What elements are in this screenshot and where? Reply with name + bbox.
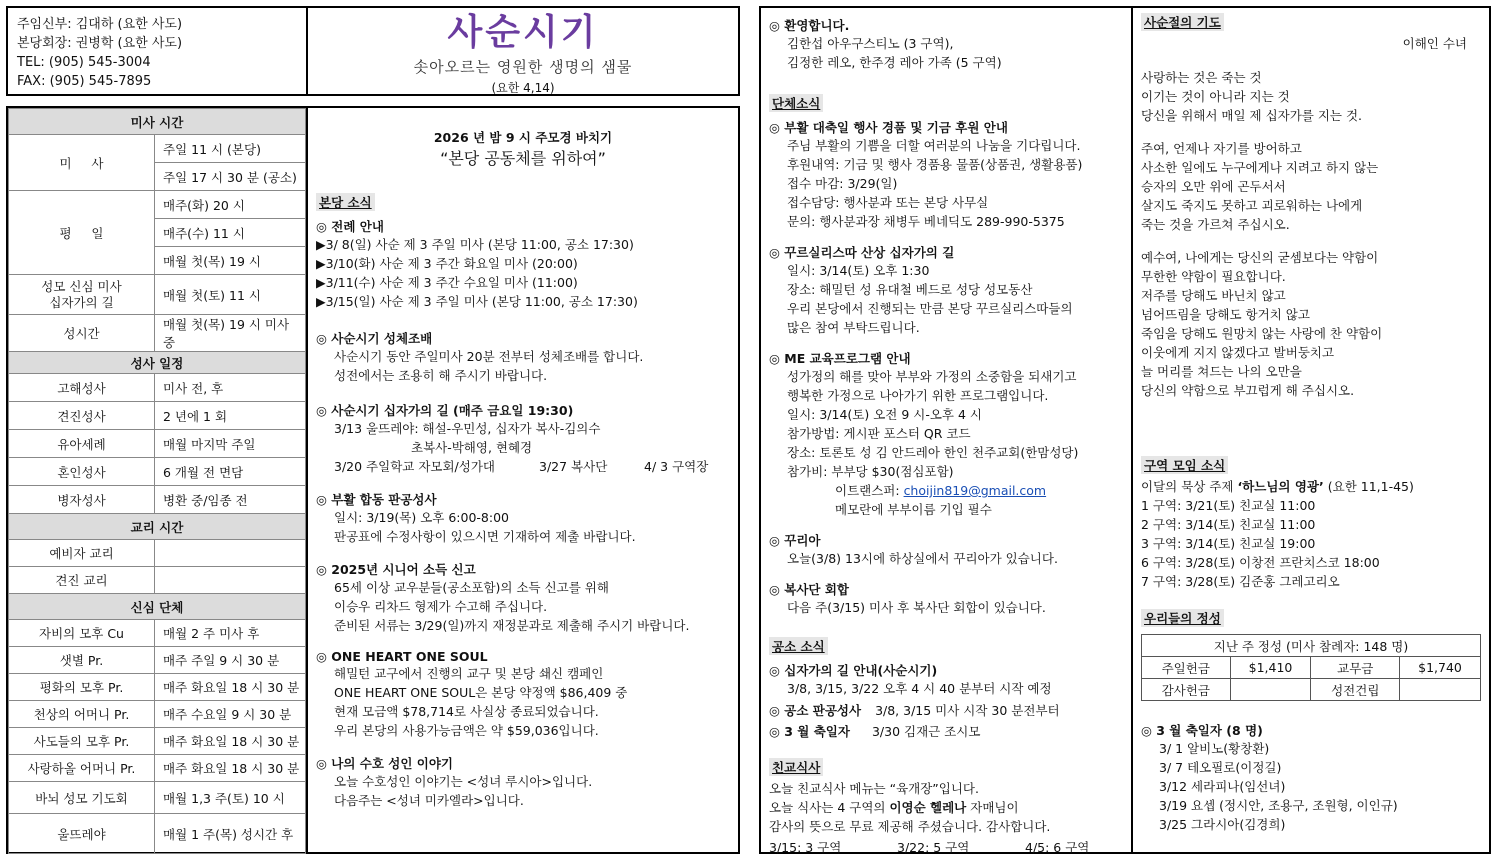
rosary-subtitle: “본당 공동체를 위하여” (440, 149, 606, 168)
sacrament-time: 병환 중/임종 전 (155, 486, 306, 514)
group-name: 샛별 Pr. (9, 647, 155, 674)
devotion-label: 성모 신심 미사 십자가의 길 (9, 275, 155, 315)
offering-cell: $1,410 (1230, 657, 1311, 679)
zone-item: 1 구역: 3/21(토) 친교실 11:00 (1141, 498, 1316, 513)
sacrament-name: 견진성사 (9, 402, 155, 430)
page-title: 사순시기 (447, 12, 599, 53)
meal-schedule: 3/15: 3 구역 (769, 840, 842, 855)
prayer-line: 살지도 죽지도 못하고 괴로워하는 나에게 (1141, 198, 1363, 213)
prayer-line: 당신을 위해서 매일 제 십자가를 지는 것. (1141, 108, 1363, 123)
prayer-line: 사소한 일에도 누구에게나 지려고 하지 않는 (1141, 160, 1379, 175)
devotion-time: 매월 첫(토) 11 시 (155, 275, 306, 315)
saint-heading: ◎ 나의 수호 성인 이야기 (316, 756, 453, 771)
group-name: 사도들의 모후 Pr. (9, 728, 155, 755)
campaign-text: ONE HEART ONE SOUL은 본당 약정액 $86,409 중 (334, 685, 628, 700)
section-groups: 단체소식 (769, 94, 823, 112)
sacrament-time: 미사 전, 후 (155, 374, 306, 402)
easter-text: 문의: 행사분과장 채병두 베네딕도 289-990-5375 (787, 214, 1065, 229)
meal-donor: 이영순 헬레나 (889, 800, 967, 815)
email-link[interactable]: choijin819@gmail.com (903, 483, 1047, 498)
offering-cell (1400, 679, 1481, 701)
group-time: 매주 화요일 18 시 30 분 (155, 755, 306, 782)
group-name: 사랑하올 어머니 Pr. (9, 755, 155, 782)
penance-heading: ◎ 부활 합동 판공성사 (316, 492, 437, 507)
prayer-stanza (1141, 139, 1481, 234)
zone-theme-verse: (요한 11,1-45) (1323, 479, 1414, 494)
header (6, 6, 740, 96)
altar-heading: ◎ 복사단 회합 (769, 582, 849, 597)
mission-penance-text: 3/8, 3/15 미사 시작 30 분전부터 (875, 703, 1060, 718)
mass-label: 미 사 (9, 135, 155, 191)
campaign-heading: ◎ ONE HEART ONE SOUL (316, 649, 488, 664)
group-name: 천상의 어머니 Pr. (9, 701, 155, 728)
sacrament-name: 병자성사 (9, 486, 155, 514)
priest: 주임신부: 김대하 (요한 사도) (17, 17, 183, 32)
parish-news-column (306, 108, 738, 852)
cursillo-text: 장소: 해밀턴 성 유대철 베드로 성당 성모동산 (787, 282, 1033, 297)
group-title: 신심 단체 (9, 594, 306, 620)
prayer-line: 사랑하는 것은 죽는 것 (1141, 70, 1262, 85)
offering-cell: $1,740 (1400, 657, 1481, 679)
offering-cell: 감사헌금 (1142, 679, 1231, 701)
section-parish-news: 본당 소식 (316, 193, 375, 211)
penance-text: 판공표에 수정사항이 있으시면 기재하여 제출 바랍니다. (334, 529, 636, 544)
tax-heading: ◎ 2025년 시니어 소득 신고 (316, 562, 476, 577)
prayer-stanza (1141, 248, 1481, 400)
weekday-label: 평 일 (9, 191, 155, 275)
me-text: 참가방법: 게시판 포스터 QR 코드 (787, 426, 971, 441)
meal-text: 자매님이 (966, 800, 1019, 815)
easter-text: 주님 부활의 기쁨을 더할 여러분의 나눔을 기다립니다. (787, 138, 1081, 153)
tax-text: 이승우 리차드 형제가 수고해 주십니다. (334, 599, 548, 614)
schedule-table (8, 108, 306, 854)
weekday-time: 매월 첫(목) 19 시 (155, 247, 306, 275)
doctrine-title: 교리 시간 (9, 514, 306, 540)
liturgy-item: ▶3/11(수) 사순 제 3 주간 수요일 미사 (11:00) (316, 275, 578, 290)
liturgy-item: ▶3/15(일) 사순 제 3 주일 미사 (본당 11:00, 공소 17:30) (316, 294, 638, 309)
zone-item: 7 구역: 3/28(토) 김준홍 그레고리오 (1141, 574, 1340, 589)
sacrament-name: 유아세례 (9, 430, 155, 458)
meal-schedule: 3/22: 5 구역 (897, 840, 970, 855)
meal-menu: 오늘 친교식사 메뉴는 “육개장”입니다. (769, 781, 979, 796)
prayer-line: 승자의 오만 위에 곤두서서 (1141, 179, 1286, 194)
sacrament-name: 고해성사 (9, 374, 155, 402)
right-column-2 (1133, 8, 1489, 852)
prayer-line: 예수여, 나에게는 당신의 굳셈보다는 약함이 (1141, 250, 1379, 265)
welcome-text: 김한섭 아우구스티노 (3 구역), (787, 36, 954, 51)
subtitle: 솟아오르는 영원한 생명의 샘물 (413, 58, 633, 76)
meal-thanks: 감사의 뜻으로 무료 제공해 주셨습니다. 감사합니다. (769, 819, 1051, 834)
doctrine-name: 견진 교리 (9, 567, 155, 594)
zone-theme-label: 이달의 묵상 주제 (1141, 479, 1238, 494)
doctrine-time (155, 567, 306, 594)
cursillo-heading: ◎ 꾸르실리스따 산상 십자가의 길 (769, 245, 955, 260)
adoration-text: 성전에서는 조용히 해 주시기 바랍니다. (334, 368, 548, 383)
group-time: 매주 수요일 9 시 30 분 (155, 701, 306, 728)
group-time: 매주 주일 9 시 30 분 (155, 647, 306, 674)
feast-item: 3/19 요셉 (정시안, 조용구, 조원형, 이인규) (1159, 798, 1398, 813)
zone-item: 6 구역: 3/28(토) 이창전 프란치스코 18:00 (1141, 555, 1380, 570)
easter-heading: ◎ 부활 대축일 행사 경품 및 기금 후원 안내 (769, 120, 1008, 135)
offering-cell (1230, 679, 1311, 701)
sacrament-time: 2 년에 1 회 (155, 402, 306, 430)
stations-text: 3/20 주일학교 자모회/성가대 (334, 459, 495, 474)
group-time: 매월 1 주(목) 성시간 후 (155, 814, 306, 854)
liturgy-heading: ◎ 전례 안내 (316, 219, 384, 234)
verse: (요한 4,14) (491, 81, 555, 95)
doctrine-time (155, 540, 306, 567)
right-column-1 (761, 8, 1133, 855)
etransfer-label: 이트랜스퍼: (835, 483, 904, 498)
group-time: 매월 2 주 미사 후 (155, 620, 306, 647)
feast-heading: ◎ 3 월 축일자 (8 명) (1141, 723, 1263, 738)
easter-text: 접수담당: 행사분과 또는 본당 사무실 (787, 195, 989, 210)
liturgy-item: ▶3/10(화) 사순 제 3 주간 화요일 미사 (20:00) (316, 256, 578, 271)
meal-text: 오늘 식사는 4 구역의 (769, 800, 890, 815)
me-text: 일시: 3/14(토) 오전 9 시-오후 4 시 (787, 407, 982, 422)
me-text: 참가비: 부부당 $30(점심포함) (787, 464, 954, 479)
prayer-line: 당신의 약함으로 부끄럽게 해 주십시오. (1141, 383, 1355, 398)
mass-time: 주일 11 시 (본당) (155, 135, 306, 163)
parish-info (8, 8, 308, 94)
prayer-title: 사순절의 기도 (1141, 13, 1224, 31)
section-fellowship: 친교식사 (769, 758, 823, 776)
easter-text: 접수 마감: 3/29(일) (787, 176, 898, 191)
adoration-heading: ◎ 사순시기 성체조배 (316, 331, 433, 346)
group-name: 평화의 모후 Pr. (9, 674, 155, 701)
sacrament-time: 6 개월 전 면담 (155, 458, 306, 486)
stations-text: 3/27 복사단 (539, 459, 608, 474)
fax: FAX: (905) 545-7895 (17, 74, 152, 89)
offering-table (1141, 634, 1481, 701)
me-text: 행복한 가정으로 나아가기 위한 프로그램입니다. (787, 388, 1049, 403)
me-text: 성가정의 해를 맞아 부부와 가정의 소중함을 되새기고 (787, 369, 1077, 384)
feast-item: 3/25 그라시아(김경희) (1159, 817, 1286, 832)
right-page (759, 6, 1491, 854)
mission-feast-heading: ◎ 3 월 축일자 (769, 724, 850, 739)
sacrament-name: 혼인성사 (9, 458, 155, 486)
group-time: 매월 1,3 주(토) 10 시 (155, 782, 306, 814)
stations-heading: ◎ 사순시기 십자가의 길 (매주 금요일 19:30) (316, 403, 574, 418)
mission-stations-text: 3/8, 3/15, 3/22 오후 4 시 40 분부터 시작 예정 (787, 681, 1052, 696)
stations-text: 3/13 울뜨레야: 해설-우민성, 십자가 복사-김의수 (334, 421, 601, 436)
prayer-line: 주여, 언제나 자기를 방어하고 (1141, 141, 1302, 156)
offering-cell: 주일헌금 (1142, 657, 1231, 679)
holyhour-time: 매월 첫(목) 19 시 미사 중 (155, 315, 306, 352)
penance-text: 일시: 3/19(목) 오후 6:00-8:00 (334, 510, 509, 525)
curia-text: 오늘(3/8) 13시에 하상실에서 꾸리아가 있습니다. (787, 551, 1058, 566)
me-memo: 메모란에 부부이름 기입 필수 (835, 502, 992, 517)
prayer-line: 죽임을 당해도 원망치 않는 사랑에 찬 약함이 (1141, 326, 1383, 341)
prayer-line: 이기는 것이 아니라 지는 것 (1141, 89, 1290, 104)
feast-item: 3/ 7 테오필로(이정길) (1159, 760, 1282, 775)
mission-penance-heading: ◎ 공소 판공성사 (769, 703, 862, 718)
sacrament-time: 매월 마지막 주일 (155, 430, 306, 458)
prayer-author: 이해인 수녀 (1402, 36, 1467, 51)
sacrament-title: 성사 일정 (9, 352, 306, 374)
group-time: 매주 화요일 18 시 30 분 (155, 674, 306, 701)
prayer-stanza (1141, 68, 1481, 125)
easter-text: 후원내역: 기금 및 행사 경품용 물품(상품권, 생활용품) (787, 157, 1083, 172)
cursillo-text: 일시: 3/14(토) 오후 1:30 (787, 263, 930, 278)
offering-title: 우리들의 정성 (1141, 609, 1224, 627)
weekday-time: 매주(화) 20 시 (155, 191, 306, 219)
saint-text: 다음주는 <성녀 미카엘라>입니다. (334, 793, 524, 808)
campaign-text: 해밀턴 교구에서 진행의 교구 및 본당 쇄신 캠페인 (334, 666, 604, 681)
cursillo-text: 우리 본당에서 진행되는 만큼 본당 꾸르실리스따들의 (787, 301, 1073, 316)
saint-text: 오늘 수호성인 이야기는 <성녀 루시아>입니다. (334, 774, 593, 789)
curia-heading: ◎ 꾸리아 (769, 533, 821, 548)
zone-item: 2 구역: 3/14(토) 친교실 11:00 (1141, 517, 1316, 532)
rosary-title: 2026 년 밤 9 시 주모경 바치기 (433, 130, 613, 145)
president: 본당회장: 권병학 (요한 사도) (17, 36, 183, 51)
adoration-text: 사순시기 동안 주일미사 20분 전부터 성체조배를 합니다. (334, 349, 644, 364)
left-body (6, 106, 740, 854)
cursillo-text: 많은 참여 부탁드립니다. (787, 320, 920, 335)
offering-cell: 성전건립 (1311, 679, 1400, 701)
tel: TEL: (905) 545-3004 (17, 55, 151, 70)
campaign-text: 현재 모금액 $78,714로 사실상 종료되었습니다. (334, 704, 599, 719)
prayer-line: 죽는 것을 가르쳐 주십시오. (1141, 217, 1290, 232)
mission-feast-text: 3/30 김재근 조시모 (871, 724, 981, 739)
feast-item: 3/ 1 알비노(황창환) (1159, 741, 1270, 756)
title-box (308, 8, 738, 94)
welcome-heading: ◎ 환영합니다. (769, 18, 850, 33)
feast-item: 3/12 세라피나(임선녀) (1159, 779, 1286, 794)
me-heading: ◎ ME 교육프로그램 안내 (769, 351, 911, 366)
prayer-line: 무한한 약함이 필요합니다. (1141, 269, 1286, 284)
altar-text: 다음 주(3/15) 미사 후 복사단 회합이 있습니다. (787, 600, 1046, 615)
campaign-text: 우리 본당의 사용가능금액은 약 $59,036입니다. (334, 723, 599, 738)
prayer-line: 이웃에게 지지 않겠다고 발버둥치고 (1141, 345, 1335, 360)
group-name: 자비의 모후 Cu (9, 620, 155, 647)
prayer-line: 넘어뜨림을 당해도 항거치 않고 (1141, 307, 1310, 322)
left-page (6, 6, 740, 854)
tax-text: 65세 이상 교우분들(공소포함)의 소득 신고를 위해 (334, 580, 609, 595)
zone-title: 구역 모임 소식 (1141, 456, 1228, 474)
zone-theme: ‘하느님의 영광’ (1237, 479, 1324, 494)
group-name: 울뜨레야 (9, 814, 155, 854)
section-mission: 공소 소식 (769, 637, 828, 655)
tax-text: 준비된 서류는 3/29(일)까지 재정분과로 제출해 주시기 바랍니다. (334, 618, 690, 633)
stations-text: 초복사-박해영, 현혜경 (411, 440, 533, 455)
group-name: 바뇌 성모 기도회 (9, 782, 155, 814)
doctrine-name: 예비자 교리 (9, 540, 155, 567)
weekday-time: 매주(수) 11 시 (155, 219, 306, 247)
meal-schedule: 4/5: 6 구역 (1025, 840, 1090, 855)
mass-title: 미사 시간 (9, 109, 306, 135)
zone-item: 3 구역: 3/14(토) 친교실 19:00 (1141, 536, 1316, 551)
prayer-line: 저주를 당해도 바닌치 않고 (1141, 288, 1286, 303)
liturgy-item: ▶3/ 8(일) 사순 제 3 주일 미사 (본당 11:00, 공소 17:30) (316, 237, 634, 252)
stations-text: 4/ 3 구역장 (644, 459, 709, 474)
holyhour-label: 성시간 (9, 315, 155, 352)
offering-cell: 교무금 (1311, 657, 1400, 679)
mission-stations-heading: ◎ 십자가의 길 안내(사순시기) (769, 663, 938, 678)
prayer-line: 늘 머리를 쳐드는 나의 오만을 (1141, 364, 1302, 379)
offering-header: 지난 주 정성 (미사 참례자: 148 명) (1142, 635, 1481, 657)
group-time: 매주 화요일 18 시 30 분 (155, 728, 306, 755)
welcome-text: 김정한 레오, 한주경 레아 가족 (5 구역) (787, 55, 1002, 70)
mass-time: 주일 17 시 30 분 (공소) (155, 163, 306, 191)
me-text: 장소: 토론토 성 김 안드레아 한인 천주교회(한맘성당) (787, 445, 1079, 460)
